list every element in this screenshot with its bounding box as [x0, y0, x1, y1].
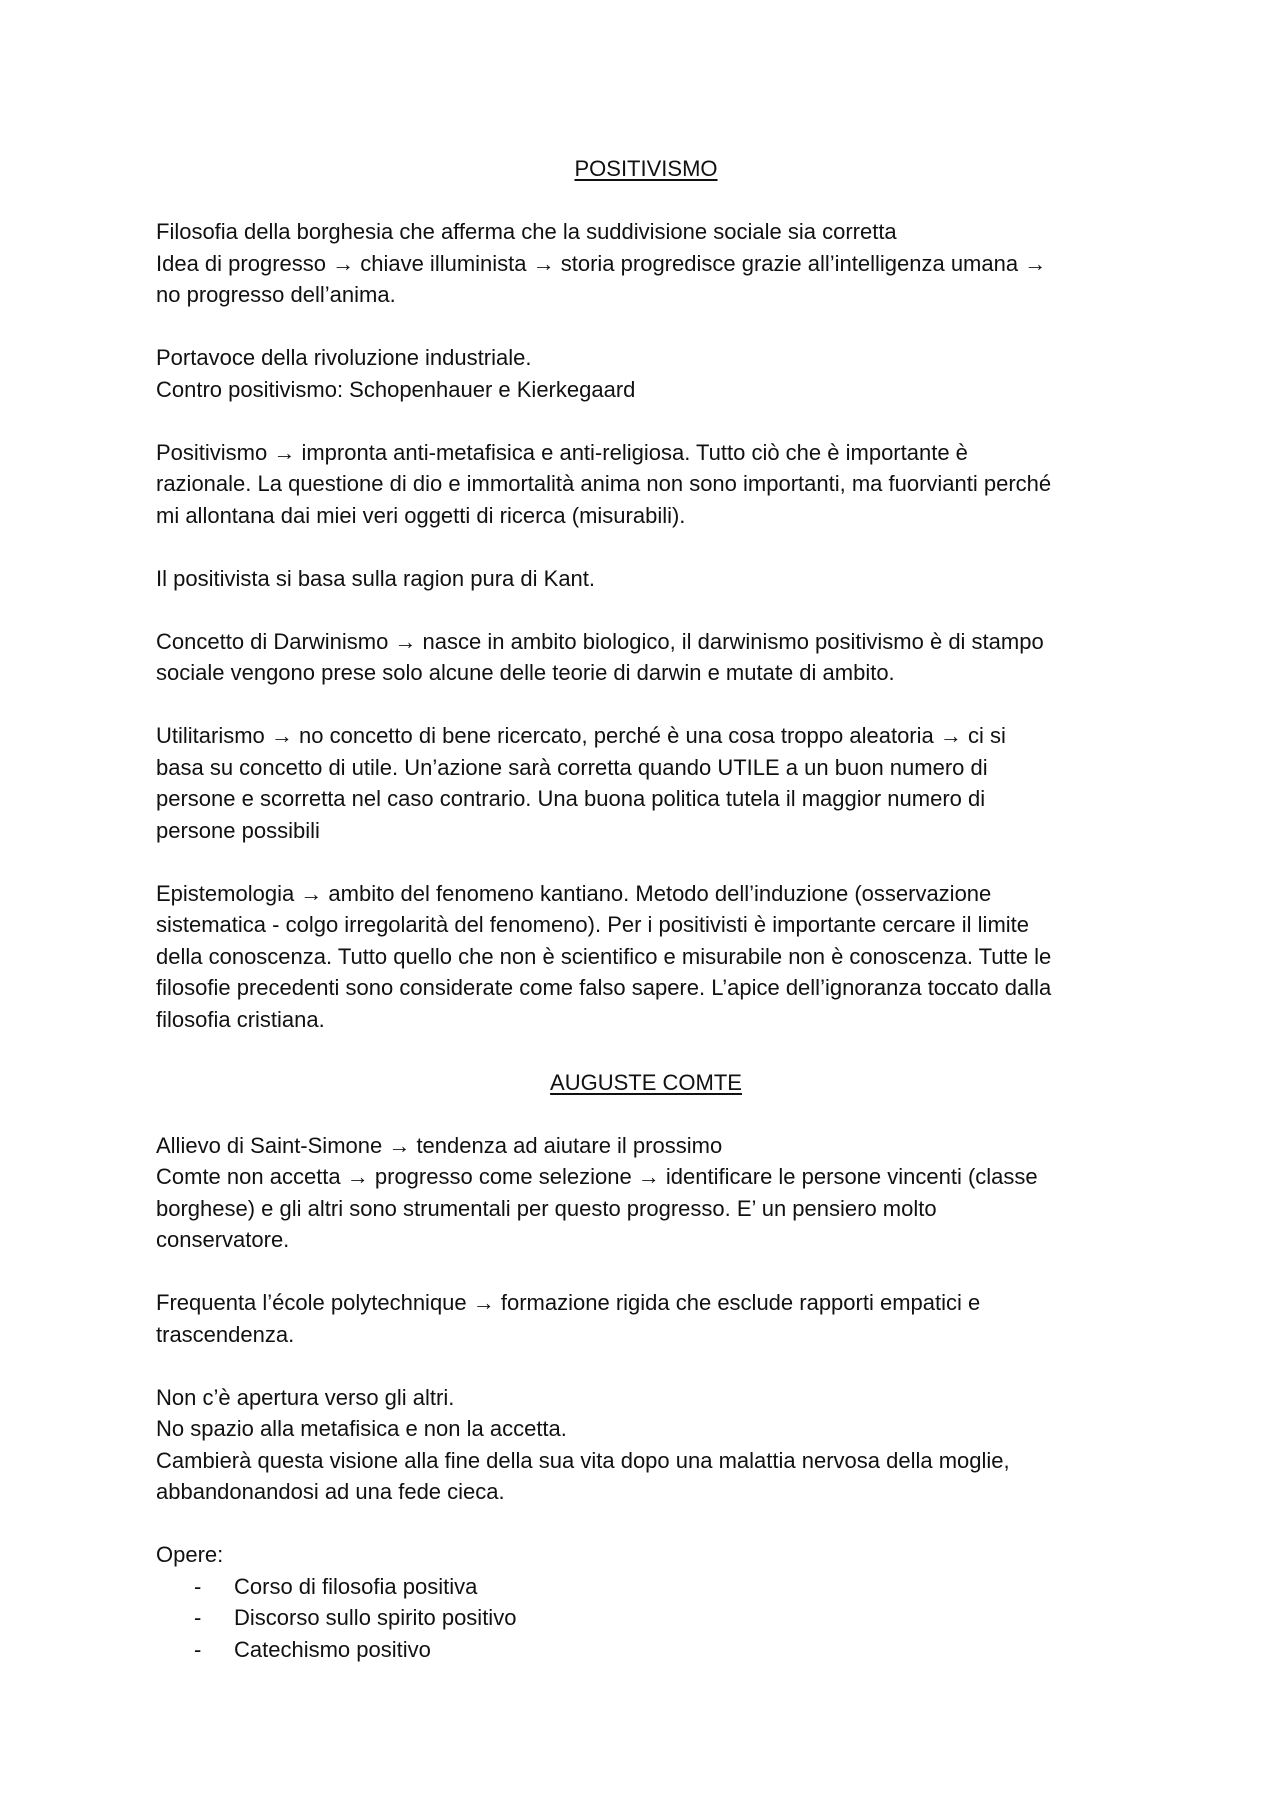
document-body — [156, 153, 1136, 1665]
paragraph-borghesia: Filosofia della borghesia che afferma che la suddivisione sociale sia corretta Idea di progresso → chiave illuminista → storia progredisce grazie all’intelligenza umana → no progresso dell’anima. — [156, 219, 1047, 307]
list-item-text: Catechismo positivo — [234, 1636, 431, 1662]
paragraph-ecole-polytechnique: Frequenta l’école polytechnique → formazione rigida che esclude rapporti empatici e trascendenza. — [156, 1290, 981, 1347]
spacer — [156, 1350, 1136, 1382]
paragraph-apertura: Non c’è apertura verso gli altri. No spazio alla metafisica e non la accetta. Cambierà questa visione alla fine della sua vita dopo una malattia nervosa della moglie, abbandonandosi ad una fede cieca. — [156, 1384, 1010, 1504]
opere-list — [156, 1571, 1136, 1666]
paragraph-darwinismo: Concetto di Darwinismo → nasce in ambito biologico, il darwinismo positivismo è di stampo sociale vengono prese solo alcune delle teorie di darwin e mutate di ambito. — [156, 628, 1044, 685]
spacer — [156, 531, 1136, 563]
list-item-text: Corso di filosofia positiva — [234, 1573, 478, 1599]
list-dash: - — [194, 1636, 202, 1662]
spacer — [156, 689, 1136, 721]
list-dash: - — [194, 1605, 202, 1630]
list-item — [156, 1602, 1136, 1634]
paragraph-kant: Il positivista si basa sulla ragion pura di Kant. — [156, 565, 596, 591]
spacer — [156, 846, 1136, 878]
spacer — [156, 185, 1136, 217]
heading-positivismo: POSITIVISMO — [574, 156, 718, 181]
spacer — [156, 594, 1136, 626]
spacer — [156, 1098, 1136, 1130]
spacer — [156, 311, 1136, 343]
paragraph-rivoluzione-industriale: Portavoce della rivoluzione industriale. Contro positivismo: Schopenhauer e Kierkegaard — [156, 345, 636, 402]
heading-auguste-comte: AUGUSTE COMTE — [550, 1069, 742, 1095]
spacer — [156, 1035, 1136, 1067]
list-item-text: Discorso sullo spirito positivo — [234, 1605, 517, 1630]
list-item — [156, 1571, 1136, 1603]
spacer — [156, 1508, 1136, 1540]
paragraph-epistemologia: Epistemologia → ambito del fenomeno kantiano. Metodo dell’induzione (osservazione sistematica - colgo irregolarità del fenomeno). Per i positivisti è importante cercare il limite della conoscenza. Tutto quello che non è scientifico e misurabile non è conoscenza. Tutte le filosofie precedenti sono considerate come falso sapere. L’apice dell’ignoranza toccato dalla filosofia cristiana. — [156, 880, 1052, 1032]
paragraph-utilitarismo: Utilitarismo → no concetto di bene ricercato, perché è una cosa troppo aleatoria → ci si basa su concetto di utile. Un’azione sarà corretta quando UTILE a un buon numero di persone e scorretta nel caso contrario. Una buona politica tutela il maggior numero di persone possibili — [156, 723, 1006, 843]
opere-label: Opere: — [156, 1542, 224, 1567]
spacer — [156, 405, 1136, 437]
paragraph-anti-metafisica: Positivismo → impronta anti-metafisica e anti-religiosa. Tutto ciò che è importante è razionale. La questione di dio e immortalità anima non sono importanti, ma fuorvianti perché mi allontana dai miei veri oggetti di ricerca (misurabili). — [156, 439, 1052, 528]
list-dash: - — [194, 1573, 202, 1599]
paragraph-saint-simone: Allievo di Saint-Simone → tendenza ad aiutare il prossimo Comte non accetta → progresso come selezione → identificare le persone vincenti (classe borghese) e gli altri sono strumentali per questo progresso. E’ un pensiero molto conservatore. — [156, 1132, 1038, 1252]
list-item — [156, 1634, 1136, 1666]
spacer — [156, 1256, 1136, 1288]
